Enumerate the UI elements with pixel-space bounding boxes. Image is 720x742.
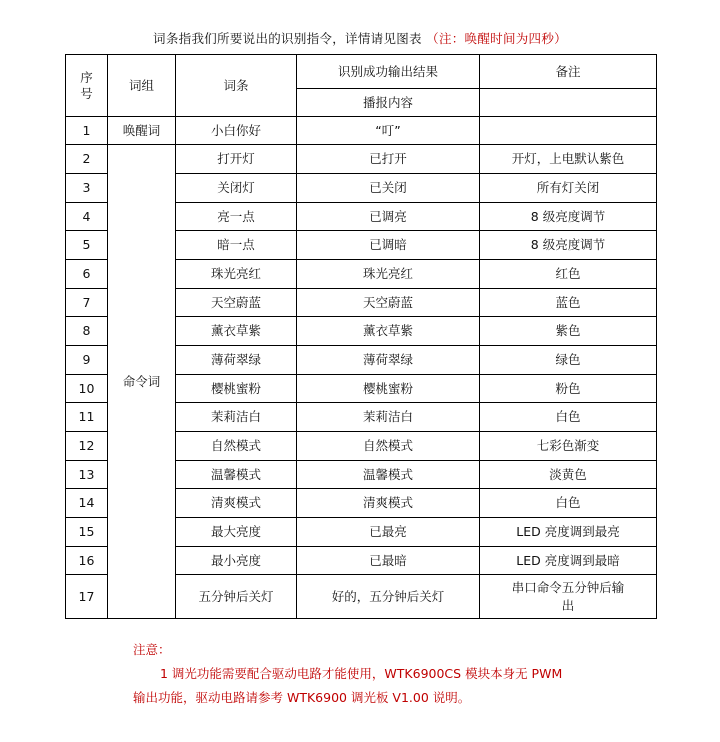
header-remark-empty xyxy=(480,89,657,117)
header-result-sub: 播报内容 xyxy=(297,89,480,117)
caption-note: （注：唤醒时间为四秒） xyxy=(426,31,567,46)
header-remark: 备注 xyxy=(480,55,657,89)
row-index: 1 xyxy=(66,117,108,145)
row-command: 温馨模式 xyxy=(176,461,297,489)
row-remark: 白色 xyxy=(480,489,657,518)
row-index: 15 xyxy=(66,518,108,547)
header-result: 识别成功输出结果 xyxy=(297,55,480,89)
row-remark: 淡黄色 xyxy=(480,461,657,489)
row-output: 已打开 xyxy=(297,145,480,174)
caption-text: 词条指我们所要说出的识别指令，详情请见图表 xyxy=(153,31,422,46)
row-index: 7 xyxy=(66,289,108,317)
row-command: 关闭灯 xyxy=(176,174,297,203)
row-command: 五分钟后关灯 xyxy=(176,575,297,619)
row-index: 4 xyxy=(66,203,108,231)
row-index: 5 xyxy=(66,231,108,260)
row-index: 16 xyxy=(66,547,108,575)
row-remark xyxy=(480,117,657,145)
row-command: 天空蔚蓝 xyxy=(176,289,297,317)
group-wake: 唤醒词 xyxy=(108,117,176,145)
row-index: 12 xyxy=(66,432,108,461)
row-output: “叮” xyxy=(297,117,480,145)
row-remark: 绿色 xyxy=(480,346,657,375)
row-command: 亮一点 xyxy=(176,203,297,231)
row-index: 6 xyxy=(66,260,108,289)
note-line-2: 输出功能，驱动电路请参考 WTK6900 调光板 V1.00 说明。 xyxy=(133,690,471,705)
row-remark: 蓝色 xyxy=(480,289,657,317)
command-table xyxy=(65,54,657,619)
row-command: 薰衣草紫 xyxy=(176,317,297,346)
note-line-1: 1 调光功能需要配合驱动电路才能使用，WTK6900CS 模块本身无 PWM xyxy=(160,666,563,681)
row-output: 薄荷翠绿 xyxy=(297,346,480,375)
row-index: 8 xyxy=(66,317,108,346)
header-index: 序号 xyxy=(66,55,108,117)
row-output: 已最亮 xyxy=(297,518,480,547)
row-index: 10 xyxy=(66,375,108,403)
row-output: 樱桃蜜粉 xyxy=(297,375,480,403)
row-remark: LED 亮度调到最亮 xyxy=(480,518,657,547)
row-index: 17 xyxy=(66,575,108,619)
row-output: 清爽模式 xyxy=(297,489,480,518)
row-output: 好的，五分钟后关灯 xyxy=(297,575,480,619)
row-output: 已关闭 xyxy=(297,174,480,203)
row-index: 3 xyxy=(66,174,108,203)
row-command: 樱桃蜜粉 xyxy=(176,375,297,403)
row-command: 暗一点 xyxy=(176,231,297,260)
row-output: 已调亮 xyxy=(297,203,480,231)
row-output: 茉莉洁白 xyxy=(297,403,480,432)
header-row xyxy=(66,55,657,89)
row-output: 已调暗 xyxy=(297,231,480,260)
row-remark: 8 级亮度调节 xyxy=(480,203,657,231)
row-command: 小白你好 xyxy=(176,117,297,145)
row-remark: LED 亮度调到最暗 xyxy=(480,547,657,575)
row-remark: 七彩色渐变 xyxy=(480,432,657,461)
row-output: 自然模式 xyxy=(297,432,480,461)
table-caption xyxy=(0,29,720,47)
row-remark: 白色 xyxy=(480,403,657,432)
row-output: 薰衣草紫 xyxy=(297,317,480,346)
row-remark: 粉色 xyxy=(480,375,657,403)
group-command: 命令词 xyxy=(108,145,176,619)
table-row xyxy=(66,117,657,145)
row-command: 打开灯 xyxy=(176,145,297,174)
row-command: 最大亮度 xyxy=(176,518,297,547)
header-group: 词组 xyxy=(108,55,176,117)
row-remark: 8 级亮度调节 xyxy=(480,231,657,260)
row-output: 已最暗 xyxy=(297,547,480,575)
row-remark: 紫色 xyxy=(480,317,657,346)
row-command: 清爽模式 xyxy=(176,489,297,518)
row-remark: 所有灯关闭 xyxy=(480,174,657,203)
row-index: 14 xyxy=(66,489,108,518)
row-command: 珠光亮红 xyxy=(176,260,297,289)
row-command: 薄荷翠绿 xyxy=(176,346,297,375)
row-remark: 串口命令五分钟后输出 xyxy=(480,575,657,619)
row-output: 天空蔚蓝 xyxy=(297,289,480,317)
note-title: 注意： xyxy=(133,642,171,657)
row-command: 最小亮度 xyxy=(176,547,297,575)
row-index: 13 xyxy=(66,461,108,489)
row-remark: 红色 xyxy=(480,260,657,289)
row-index: 2 xyxy=(66,145,108,174)
row-output: 温馨模式 xyxy=(297,461,480,489)
row-command: 茉莉洁白 xyxy=(176,403,297,432)
table-row xyxy=(66,145,657,174)
row-index: 9 xyxy=(66,346,108,375)
row-index: 11 xyxy=(66,403,108,432)
row-remark: 开灯，上电默认紫色 xyxy=(480,145,657,174)
header-command: 词条 xyxy=(176,55,297,117)
row-command: 自然模式 xyxy=(176,432,297,461)
table-body xyxy=(66,55,657,619)
row-output: 珠光亮红 xyxy=(297,260,480,289)
